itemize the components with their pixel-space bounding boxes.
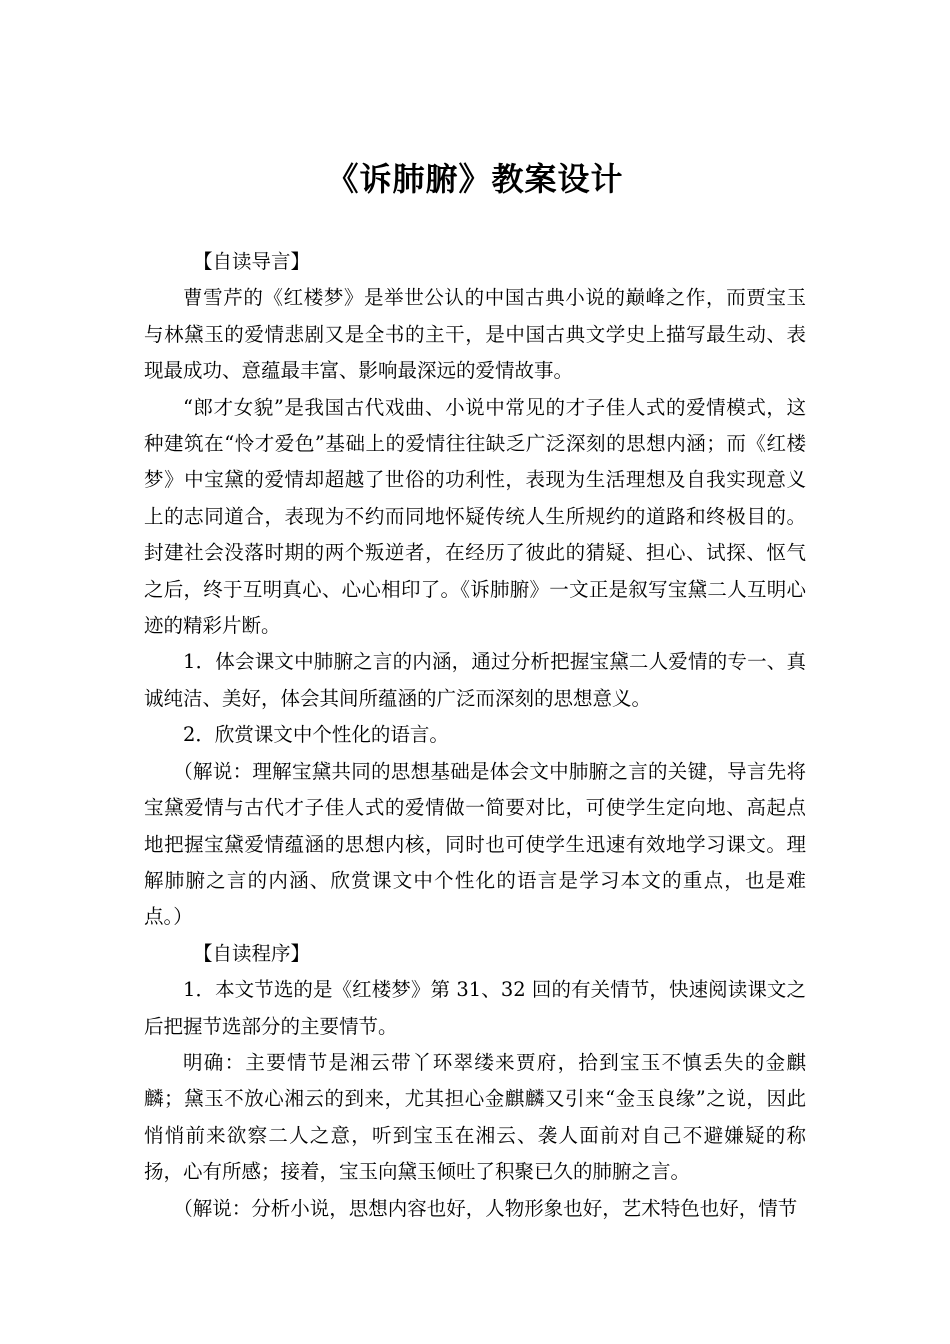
paragraph-goal-2: 2．欣赏课文中个性化的语言。	[183, 723, 449, 747]
section-heading-intro: 【自读导言】	[193, 250, 311, 273]
paragraph-note: （解说：理解宝黛共同的思想基础是体会文中肺腑之言的关键，导言先将宝黛爱情与古代才子佳人式的爱情做一简要对比，可使学生定向地、高起点地把握宝黛爱情蕴涵的思想内核，同时也可使学生迅速有效地学习课文。理解肺腑之言的内涵、欣赏课文中个性化的语言是学习本文的重点，也是难点。）	[144, 759, 806, 929]
paragraph-note: （解说：分析小说，思想内容也好，人物形象也好，艺术特色也好，情节	[173, 1196, 798, 1220]
paragraph: “郎才女貌”是我国古代戏曲、小说中常见的才子佳人式的爱情模式，这种建筑在“怜才爱色”基础上的爱情往往缺乏广泛深刻的思想内涵；而《红楼梦》中宝黛的爱情却超越了世俗的功利性，表现为生活理想及自我实现意义上的志同道合，表现为不约而同地怀疑传统人生所规约的道路和终极目的。封建社会没落时期的两个叛逆者，在经历了彼此的猜疑、担心、试探、怄气之后，终于互明真心、心心相印了。《诉肺腑》一文正是叙写宝黛二人互明心迹的精彩片断。	[144, 395, 806, 638]
paragraph-step-1: 1．本文节选的是《红楼梦》第 31、32 回的有关情节，快速阅读课文之后把握节选部分的主要情节。	[144, 978, 806, 1038]
paragraph: 曹雪芹的《红楼梦》是举世公认的中国古典小说的巅峰之作，而贾宝玉与林黛玉的爱情悲剧又是全书的主干，是中国古典文学史上描写最生动、表现最成功、意蕴最丰富、影响最深远的爱情故事。	[144, 286, 806, 383]
document-title: 《诉肺腑》教案设计	[326, 160, 624, 198]
paragraph-goal-1: 1．体会课文中肺腑之言的内涵，通过分析把握宝黛二人爱情的专一、真诚纯洁、美好，体会其间所蕴涵的广泛而深刻的思想意义。	[144, 650, 806, 710]
document-body	[144, 244, 806, 1227]
section-heading-procedure: 【自读程序】	[193, 941, 311, 965]
paragraph-answer: 明确：主要情节是湘云带丫环翠缕来贾府，拾到宝玉不慎丢失的金麒麟；黛玉不放心湘云的到来，尤其担心金麒麟又引来“金玉良缘”之说，因此悄悄前来欲察二人之意，听到宝玉在湘云、袭人面前对自己不避嫌疑的称扬，心有所感；接着，宝玉向黛玉倾吐了积聚已久的肺腑之言。	[144, 1050, 806, 1184]
